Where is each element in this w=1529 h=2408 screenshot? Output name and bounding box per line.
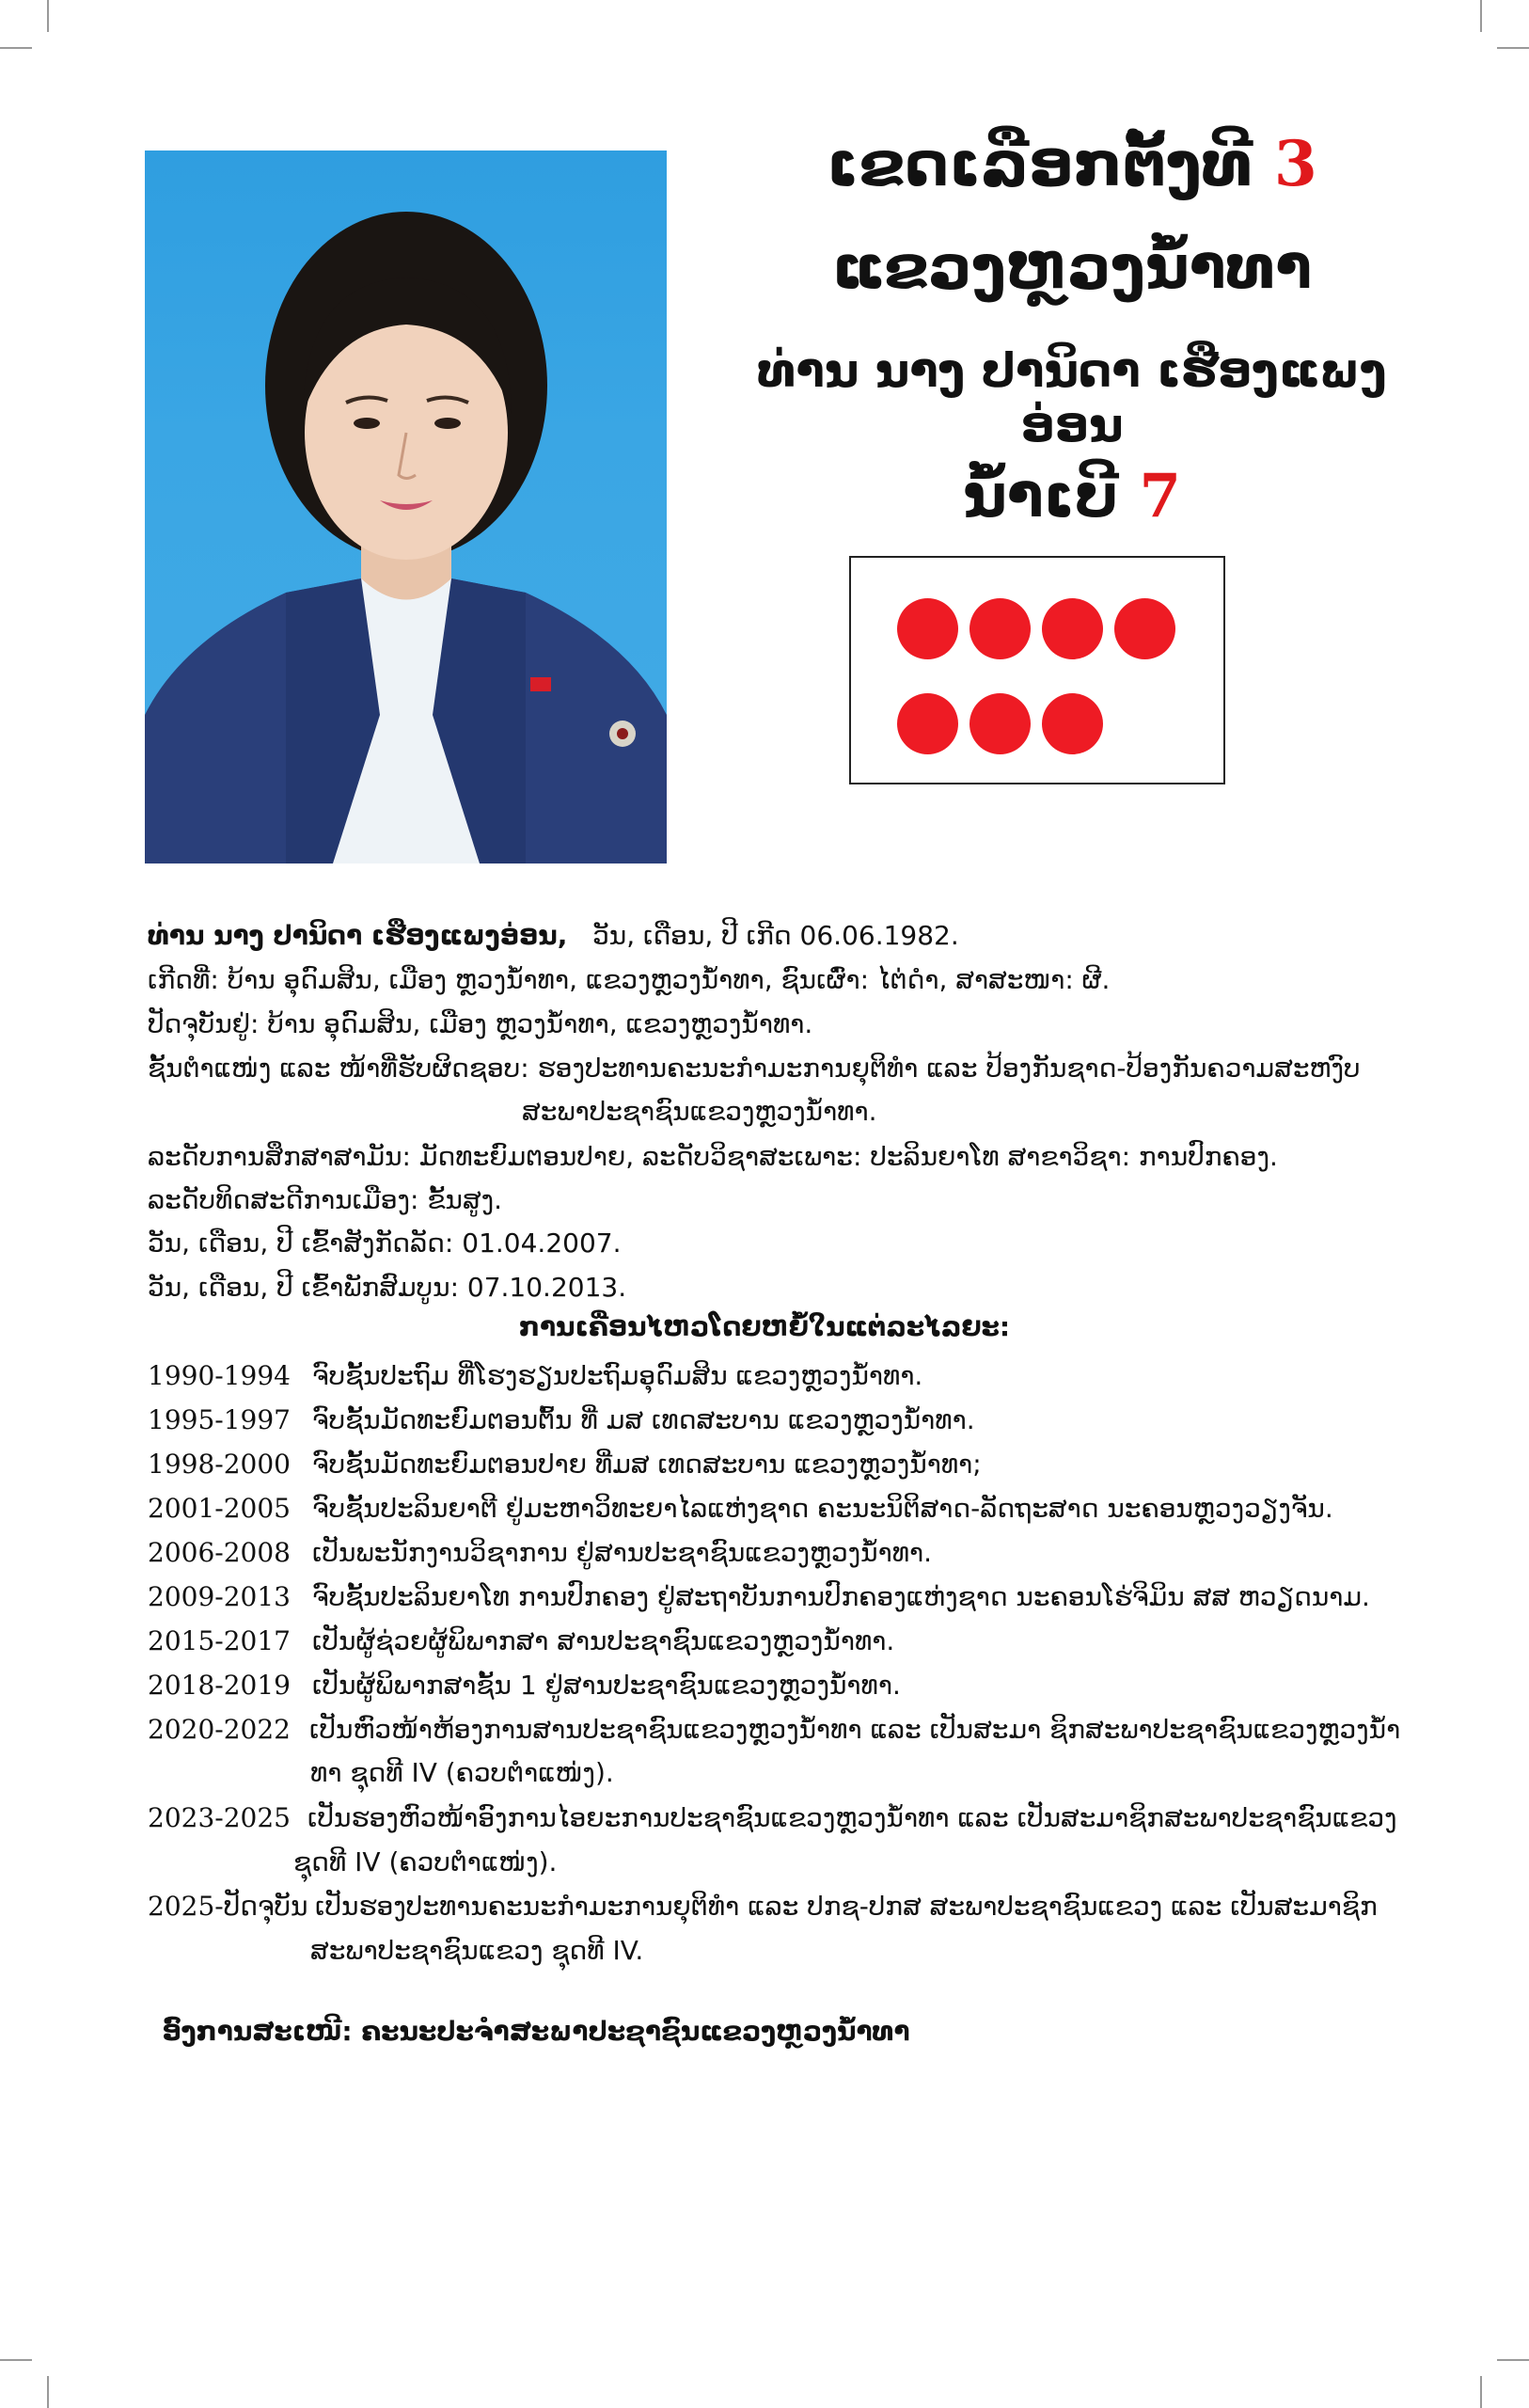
timeline-text: ຈົບຊັ້ນມັດທະຍົມຕອນຕົ້ນ ທີ່ ມສ ເທດສະບານ ແຂວງຫຼວງນໍ້າທາ. — [312, 1404, 975, 1435]
timeline-years: 2009-2013 — [148, 1581, 291, 1612]
ballot-dot — [969, 693, 1031, 754]
portrait-illustration — [145, 150, 667, 863]
candidate-number: 7 — [1139, 461, 1182, 531]
timeline-years: 2023-2025 — [148, 1802, 291, 1833]
timeline-row — [148, 1891, 1378, 1922]
timeline-text: ຈົບຊັ້ນມັດທະຍົມຕອນປາຍ ທີ່ມສ ເທດສະບານ ແຂວງຫຼວງນໍ້າທາ; — [312, 1449, 982, 1480]
timeline-text-cont: ຊຸດທີ IV (ຄວບຕໍາແໜ່ງ). — [293, 1846, 558, 1877]
candidate-photo — [145, 150, 667, 863]
timeline-row — [148, 1360, 922, 1391]
ballot-dot — [1042, 598, 1103, 659]
timeline-text: ເປັນພະນັກງານວິຊາການ ຢູ່ສານປະຊາຊົນແຂວງຫຼວງນໍ້າທາ. — [312, 1537, 933, 1568]
timeline-text-cont: ທາ ຊຸດທີ IV (ຄວບຕໍາແໜ່ງ). — [310, 1757, 614, 1788]
crop-mark — [1497, 47, 1529, 49]
timeline-row — [148, 1802, 1397, 1833]
crop-mark — [0, 47, 32, 49]
timeline-row — [148, 1493, 1333, 1524]
bio-name-dob — [148, 920, 959, 951]
timeline-text: ຈົບຊັ້ນປະລິນຍາໂທ ການປົກຄອງ ຢູ່ສະຖາບັນການປົກຄອງແຫ່ງຊາດ ນະຄອນໂຮ່ຈິມິນ ສສ ຫວຽດນາມ. — [312, 1581, 1370, 1612]
bio-name: ທ່ານ ນາງ ປານິດາ ເຮືອງແພງອ່ອນ, — [148, 920, 568, 951]
timeline-years: 2018-2019 — [148, 1670, 291, 1701]
timeline-years: 1990-1994 — [148, 1360, 291, 1391]
candidate-name-heading: ທ່ານ ນາງ ປານິດາ ເຮືອງແພງອ່ອນ — [757, 343, 1387, 452]
candidate-number-title — [715, 461, 1429, 531]
timeline-text: ເປັນຜູ້ຊ່ວຍຜູ້ພິພາກສາ ສານປະຊາຊົນແຂວງຫຼວງນໍ້າທາ. — [312, 1625, 895, 1656]
timeline-text: ຈົບຊັ້ນປະລິນຍາຕີ ຢູ່ມະຫາວິທະຍາໄລແຫ່ງຊາດ ຄະນະນິຕິສາດ-ລັດຖະສາດ ນະຄອນຫຼວງວຽງຈັນ. — [312, 1493, 1333, 1524]
timeline-title: ການເຄື່ອນໄຫວໂດຍຫຍໍ້ໃນແຕ່ລະໄລຍະ: — [518, 1311, 1011, 1342]
timeline-row — [148, 1714, 1400, 1745]
timeline-row — [148, 1670, 901, 1701]
nominating-body: ອົງການສະເໜີ: ຄະນະປະຈໍາສະພາປະຊາຊົນແຂວງຫຼວງນໍ້າທາ — [162, 2016, 910, 2047]
bio-position: ຊັ້ນຕໍາແໜ່ງ ແລະ ໜ້າທີ່ຮັບຜິດຊອບ: ຮອງປະທານຄະນະກໍາມະການຍຸຕິທໍາ ແລະ ປ້ອງກັນຊາດ-ປ້ອງກັນຄວາມສະຫງົບ — [148, 1053, 1361, 1084]
crop-mark — [1480, 0, 1482, 32]
constituency-number: 3 — [1273, 127, 1317, 200]
candidate-number-label: ນໍ້າເບີ — [962, 462, 1119, 531]
timeline-row — [148, 1625, 894, 1656]
ballot-dot — [1042, 693, 1103, 754]
timeline-years: 2025-ປັດຈຸບັນ — [148, 1891, 308, 1922]
bio-birthplace: ເກີດທີ່: ບ້ານ ອຸດົມສິນ, ເມືອງ ຫຼວງນໍ້າທາ, ແຂວງຫຼວງນໍ້າທາ, ຊົນເຜົ່າ: ໄຕ່ດໍາ, ສາສະໜາ: ຜີ. — [148, 964, 1111, 995]
timeline-years: 2006-2008 — [148, 1537, 291, 1568]
constituency-label: ເຂດເລືອກຕັ້ງທີ — [827, 128, 1253, 200]
bio-dob: ວັນ, ເດືອນ, ປີ ເກີດ 06.06.1982. — [592, 920, 959, 951]
timeline-years: 2015-2017 — [148, 1625, 291, 1656]
crop-mark — [1497, 2359, 1529, 2361]
bio-education: ລະດັບການສຶກສາສາມັນ: ມັດທະຍົມຕອນປາຍ, ລະດັບວິຊາສະເພາະ: ປະລິນຍາໂທ ສາຂາວິຊາ: ການປົກຄອງ. — [148, 1141, 1278, 1172]
timeline-row — [148, 1449, 982, 1480]
timeline-years: 1995-1997 — [148, 1404, 291, 1435]
timeline-years: 2020-2022 — [148, 1714, 291, 1745]
timeline-text-cont: ສະພາປະຊາຊົນແຂວງ ຊຸດທີ IV. — [310, 1935, 644, 1966]
bio-position-cont: ສະພາປະຊາຊົນແຂວງຫຼວງນໍ້າທາ. — [522, 1096, 877, 1127]
timeline-text: ເປັນຫົວໜ້າຫ້ອງການສານປະຊາຊົນແຂວງຫຼວງນໍ້າທາ ແລະ ເປັນສະມາ ຊິກສະພາປະຊາຊົນແຂວງຫຼວງນໍ້າ — [309, 1714, 1401, 1745]
bio-party-date: ວັນ, ເດືອນ, ປີ ເຂົ້າພັກສົມບູນ: 07.10.2013. — [148, 1272, 627, 1303]
ballot-dot — [969, 598, 1031, 659]
crop-mark — [47, 2376, 49, 2408]
timeline-years: 2001-2005 — [148, 1493, 291, 1524]
timeline-row — [148, 1537, 932, 1568]
timeline-text: ເປັນຮອງຫົວໜ້າອົງການໄອຍະການປະຊາຊົນແຂວງຫຼວງນໍ້າທາ ແລະ ເປັນສະມາຊິກສະພາປະຊາຊົນແຂວງ — [307, 1802, 1397, 1833]
ballot-dot — [897, 693, 958, 754]
ballot-dot — [1114, 598, 1175, 659]
bio-residence: ປັດຈຸບັນຢູ່: ບ້ານ ອຸດົມສິນ, ເມືອງ ຫຼວງນໍ້າທາ, ແຂວງຫຼວງນໍ້າທາ. — [148, 1008, 813, 1039]
ballot-dot — [897, 598, 958, 659]
crop-mark — [0, 2359, 32, 2361]
bio-political-theory: ລະດັບທິດສະດີການເມືອງ: ຂັ້ນສູງ. — [148, 1184, 503, 1215]
timeline-row — [148, 1581, 1370, 1612]
constituency-title — [715, 127, 1429, 200]
timeline-years: 1998-2000 — [148, 1449, 291, 1480]
province-title: ແຂວງຫຼວງນໍ້າທາ — [831, 233, 1313, 303]
bio-state-date: ວັນ, ເດືອນ, ປີ ເຂົ້າສັງກັດລັດ: 01.04.2007. — [148, 1228, 622, 1259]
timeline-text: ເປັນຜູ້ພິພາກສາຊັ້ນ 1 ຢູ່ສານປະຊາຊົນແຂວງຫຼວງນໍ້າທາ. — [312, 1670, 901, 1701]
ballot-dots-box — [849, 556, 1225, 784]
crop-mark — [47, 0, 49, 32]
crop-mark — [1480, 2376, 1482, 2408]
timeline-row — [148, 1404, 975, 1435]
timeline-text: ເປັນຮອງປະທານຄະນະກໍາມະການຍຸຕິທໍາ ແລະ ປກຊ-ປກສ ສະພາປະຊາຊົນແຂວງ ແລະ ເປັນສະມາຊິກ — [315, 1891, 1378, 1922]
timeline-text: ຈົບຊັ້ນປະຖົມ ທີ່ໂຮງຮຽນປະຖົມອຸດົມສິນ ແຂວງຫຼວງນໍ້າທາ. — [312, 1360, 923, 1391]
